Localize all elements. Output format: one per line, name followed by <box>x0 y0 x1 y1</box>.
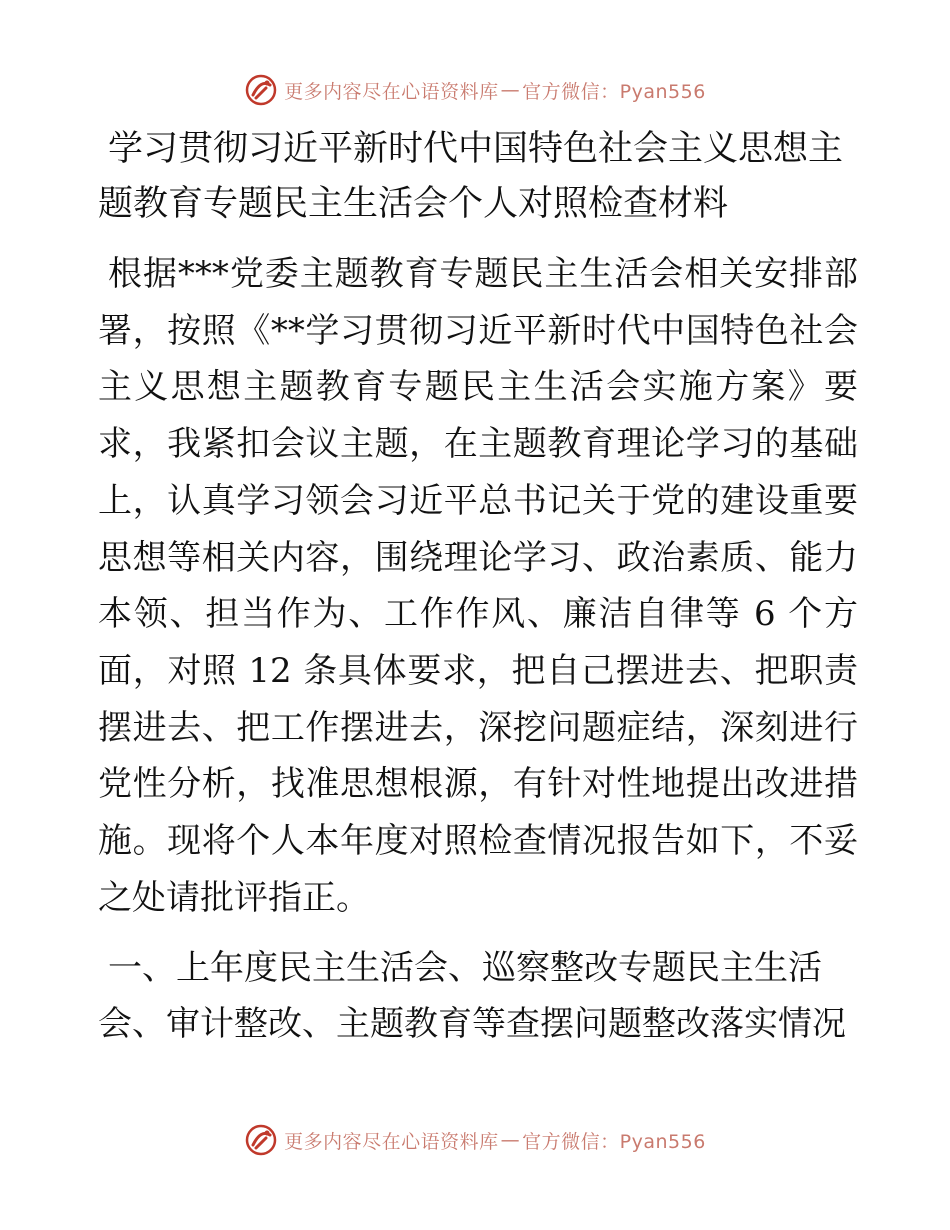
brand-logo-icon <box>244 1123 278 1157</box>
watermark-official: 官方微信：Pyan556 <box>522 1130 706 1153</box>
watermark-separator: — <box>500 1129 521 1151</box>
document-body <box>98 122 858 1052</box>
watermark-text: 更多内容尽在心语资料库 <box>284 80 499 103</box>
watermark-official: 官方微信：Pyan556 <box>522 80 706 103</box>
watermark-text: 更多内容尽在心语资料库 <box>284 1130 499 1153</box>
brand-logo-icon <box>244 73 278 107</box>
footer-watermark <box>0 1120 950 1160</box>
document-title: 学习贯彻习近平新时代中国特色社会主义思想主题教育专题民主生活会个人对照检查材料 <box>98 129 844 224</box>
header-watermark <box>0 70 950 110</box>
intro-paragraph: 根据***党委主题教育专题民主生活会相关安排部署，按照《**学习贯彻习近平新时代中国特色社会主义思想主题教育专题民主生活会实施方案》要求，我紧扣会议主题，在主题教育理论学习的基础上，认真学习领会习近平总书记关于党的建设重要思想等相关内容，围绕理论学习、政治素质、能力本领、担当作为、工作作风、廉洁自律等 6 个方面，对照 12 条具体要求，把自己摆进去、把职责摆进去、把工作摆进去，深挖问题症结，深刻进行党性分析，找准思想根源，有针对性地提出改进措施。现将个人本年度对照检查情况报告如下，不妥之处请批评指正。 <box>98 254 858 918</box>
section-heading: 一、上年度民主生活会、巡察整改专题民主生活会、审计整改、主题教育等查摆问题整改落实情况 <box>98 948 846 1045</box>
watermark-separator: — <box>500 79 521 101</box>
